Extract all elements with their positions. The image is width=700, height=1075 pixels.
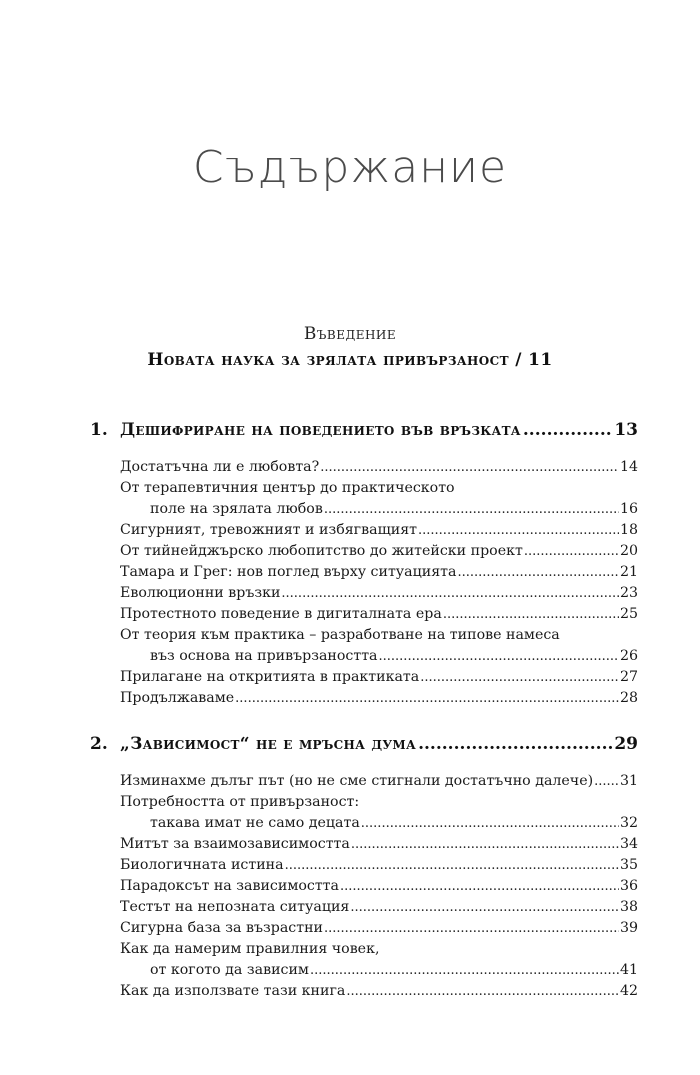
- toc-entry-title: Еволюционни връзки: [120, 585, 281, 601]
- toc-entry: [120, 478, 638, 520]
- chapter-entries: [90, 771, 638, 1002]
- introduction: [0, 324, 700, 370]
- toc-entry-page-number: 34: [619, 836, 638, 852]
- toc-entry: [120, 981, 638, 1002]
- dot-leader: [418, 520, 619, 541]
- toc-entry-page-number: 18: [619, 522, 638, 538]
- dot-leader: [351, 834, 619, 855]
- toc-entry: [120, 541, 638, 562]
- dot-leader: [443, 604, 619, 625]
- dot-leader: [235, 688, 619, 709]
- dot-leader: [324, 918, 619, 939]
- toc-entry-title: Тестът на непозната ситуация: [120, 899, 350, 915]
- toc-entry: [120, 834, 638, 855]
- page-title: Съдържание: [192, 142, 508, 193]
- toc-entry-title: Митът за взаимозависимостта: [120, 836, 350, 852]
- introduction-label: Въведение: [303, 324, 397, 344]
- toc-entry-title: въз основа на привързаността: [150, 648, 378, 664]
- chapter-title: „Зависимост“ не е мръсна дума: [120, 734, 417, 754]
- toc-entry-title: Как да намерим правилния човек,: [120, 941, 380, 957]
- toc-entry-title: Потребността от привързаност:: [120, 794, 360, 810]
- toc-entry-line: [120, 583, 638, 604]
- toc-entry: [120, 876, 638, 897]
- chapter-heading: [90, 420, 638, 446]
- toc-entry-line: [120, 939, 638, 960]
- toc-entry-title: Продължаваме: [120, 690, 235, 706]
- toc-entry-page-number: 21: [619, 564, 638, 580]
- toc-entry-line: [120, 688, 638, 709]
- toc-entry-line: [120, 792, 638, 813]
- dot-leader: [420, 667, 619, 688]
- toc-entry-title: такава имат не само децата: [150, 815, 360, 831]
- toc-entry: [120, 520, 638, 541]
- toc-entry-line: [120, 834, 638, 855]
- toc-entry-line: [120, 813, 638, 834]
- introduction-title: Новата наука за зрялата привързаност / 11: [147, 350, 553, 370]
- toc-entry-page-number: 35: [619, 857, 638, 873]
- toc-entry: [120, 667, 638, 688]
- toc-entry-line: [120, 562, 638, 583]
- toc-entry-page-number: 28: [619, 690, 638, 706]
- toc-entry-line: [120, 855, 638, 876]
- toc-entry-page-number: 27: [619, 669, 638, 685]
- toc-entry-title: Изминахме дълъг път (но не сме стигнали достатъчно далече): [120, 773, 594, 789]
- toc-entry: [120, 457, 638, 478]
- toc-entry: [120, 918, 638, 939]
- toc-entry-line: [120, 646, 638, 667]
- toc-entry-line: [120, 876, 638, 897]
- toc-entry: [120, 792, 638, 834]
- toc-entry-page-number: 31: [619, 773, 638, 789]
- toc-entry-page-number: 23: [619, 585, 638, 601]
- toc-entry-line: [120, 667, 638, 688]
- dot-leader: [457, 562, 618, 583]
- toc-entry-line: [120, 478, 638, 499]
- toc-entry-title: От теория към практика – разработване на типове намеса: [120, 627, 560, 643]
- chapter-heading: [90, 734, 638, 760]
- toc-entry-page-number: 26: [619, 648, 638, 664]
- toc-entry-line: [120, 604, 638, 625]
- dot-leader: [379, 646, 619, 667]
- toc-entry-page-number: 41: [619, 962, 638, 978]
- toc-entry: [120, 625, 638, 667]
- dot-leader: [340, 876, 619, 897]
- dot-leader: [281, 583, 619, 604]
- toc-entry-line: [120, 771, 638, 792]
- toc-entry-page-number: 42: [619, 983, 638, 999]
- toc-entry-line: [120, 499, 638, 520]
- chapter-1: [90, 420, 638, 709]
- toc-entry: [120, 604, 638, 625]
- toc-entry-line: [120, 981, 638, 1002]
- chapter-entries: [90, 457, 638, 709]
- toc-entry: [120, 939, 638, 981]
- toc-entry: [120, 771, 638, 792]
- toc-entry-title: поле на зрялата любов: [150, 501, 323, 517]
- toc-entry-page-number: 39: [619, 920, 638, 936]
- toc-entry-title: от когото да зависим: [150, 962, 309, 978]
- toc-entry-title: От тийнейджърско любопитство до житейски проект: [120, 543, 523, 559]
- toc-entry-title: От терапевтичния център до практическото: [120, 480, 455, 496]
- dot-leader: [524, 541, 619, 562]
- dot-leader: [346, 981, 619, 1002]
- toc-entry-title: Протестното поведение в дигиталната ера: [120, 606, 442, 622]
- toc-entry-title: Прилагане на откритията в практиката: [120, 669, 420, 685]
- toc-entry-line: [120, 960, 638, 981]
- toc-entry-title: Тамара и Грег: нов поглед върху ситуацията: [120, 564, 457, 580]
- toc-entry-title: Сигурна база за възрастни: [120, 920, 324, 936]
- toc-entry-page-number: 25: [619, 606, 638, 622]
- toc-entry-line: [120, 625, 638, 646]
- toc-entry: [120, 855, 638, 876]
- dot-leader: [594, 771, 619, 792]
- dot-leader: [310, 960, 619, 981]
- dot-leader: [418, 734, 612, 754]
- toc-entry: [120, 688, 638, 709]
- toc-entry-page-number: 16: [619, 501, 638, 517]
- toc-entry-page-number: 36: [619, 878, 638, 894]
- dot-leader: [285, 855, 619, 876]
- toc-entry-page-number: 38: [619, 899, 638, 915]
- toc-entry-line: [120, 541, 638, 562]
- dot-leader: [523, 420, 612, 440]
- chapter-title: Дешифриране на поведението във връзката: [120, 420, 521, 440]
- chapter-page-number: 29: [614, 734, 638, 754]
- toc-entry-line: [120, 918, 638, 939]
- chapter-number: 1.: [90, 420, 108, 440]
- dot-leader: [324, 499, 619, 520]
- chapter-number: 2.: [90, 734, 108, 754]
- toc-entry-page-number: 32: [619, 815, 638, 831]
- toc-entry-page-number: 20: [619, 543, 638, 559]
- dot-leader: [350, 897, 619, 918]
- toc-entry-title: Как да използвате тази книга: [120, 983, 346, 999]
- toc-entry: [120, 897, 638, 918]
- chapter-2: [90, 734, 638, 1002]
- toc-entry: [120, 562, 638, 583]
- dot-leader: [320, 457, 619, 478]
- toc-entry-title: Сигурният, тревожният и избягващият: [120, 522, 418, 538]
- toc-entry-title: Парадоксът на зависимостта: [120, 878, 339, 894]
- toc-entry: [120, 583, 638, 604]
- chapter-page-number: 13: [614, 420, 638, 440]
- dot-leader: [361, 813, 619, 834]
- toc-entry-title: Достатъчна ли е любовта?: [120, 459, 320, 475]
- toc-entry-line: [120, 520, 638, 541]
- toc-entry-line: [120, 897, 638, 918]
- toc-entry-title: Биологичната истина: [120, 857, 284, 873]
- toc-entry-page-number: 14: [619, 459, 638, 475]
- toc-entry-line: [120, 457, 638, 478]
